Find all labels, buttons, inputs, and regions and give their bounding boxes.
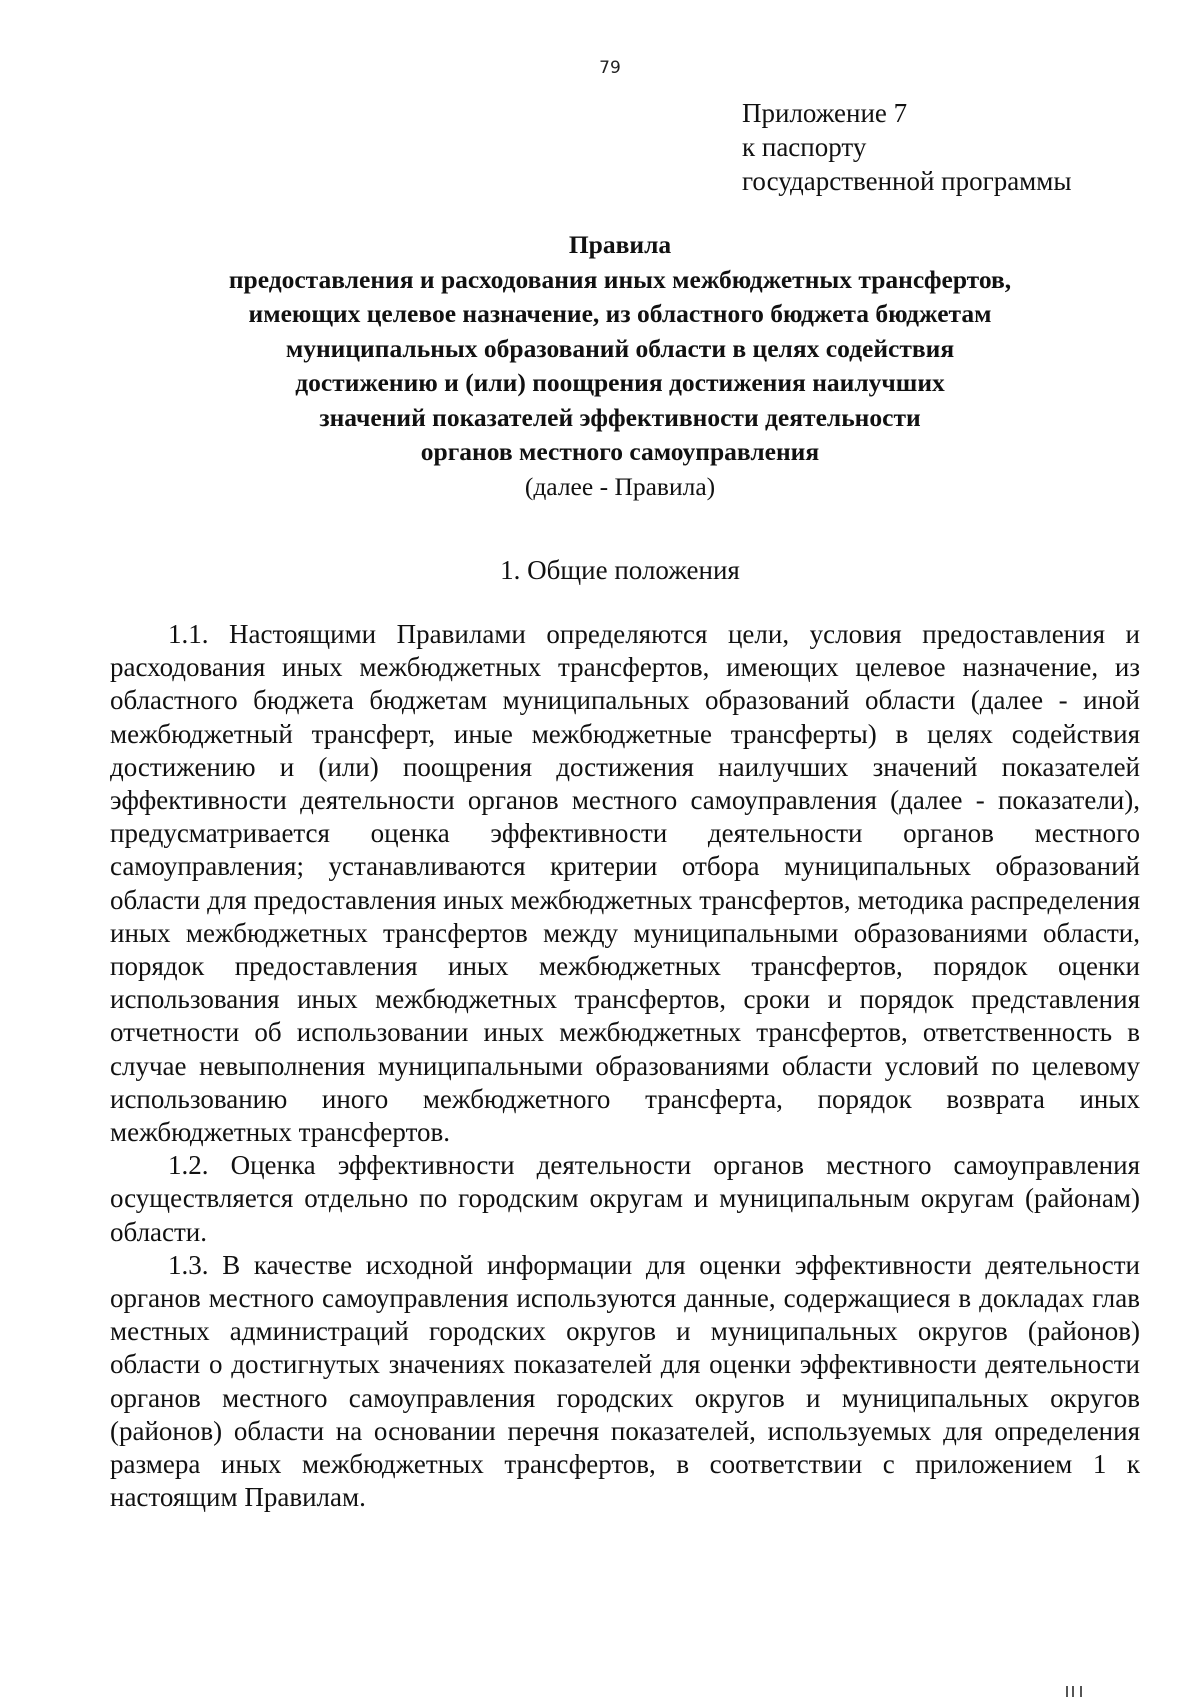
title-line: достижению и (или) поощрения достижения наилучших [295,368,945,397]
document-title [100,228,1140,504]
title-line: значений показателей эффективности деятельности [319,402,921,432]
appendix-line: к паспорту [742,132,867,162]
title-line: органов местного самоуправления [420,437,820,466]
title-abbreviation: (далее - Правила) [524,471,716,501]
page-number: 79 [599,58,621,78]
title-line: Правила [568,230,672,259]
paragraph-1-1: 1.1. Настоящими Правилами определяются цели, условия предоставления и расходования иных межбюджетных трансфертов, имеющих целевое назначение, из областного бюджета бюджетам муниципальных образований области (далее - иной межбюджетный трансферт, иные межбюджетные трансферты) в целях содействия достижению и (или) поощрения достижения наилучших значений показателей эффективности деятельности органов местного самоуправления (далее - показатели), предусматривается оценка эффективности деятельности органов местного самоуправления; устанавливаются критерии отбора муниципальных образований области для предоставления иных межбюджетных трансфертов, методика распределения иных межбюджетных трансфертов между муниципальными образованиями области, порядок предоставления иных межбюджетных трансфертов, порядок оценки использования иных межбюджетных трансфертов, сроки и порядок представления отчетности об использовании иных межбюджетных трансфертов, ответственность в случае невыполнения муниципальными образованиями области условий по целевому использованию иного межбюджетного трансферта, порядок возврата иных межбюджетных трансфертов. [110,619,1140,1148]
appendix-note [742,96,1072,198]
title-line: предоставления и расходования иных межбюджетных трансфертов, [228,264,1012,294]
appendix-line: Приложение 7 [742,98,908,128]
appendix-line: государственной программы [742,166,1072,196]
paragraph-1-3: 1.3. В качестве исходной информации для оценки эффективности деятельности органов местного самоуправления используются данные, содержащиеся в докладах глав местных администраций городских округов и муниципальных округов (районов) области о достигнутых значениях показателей для оценки эффективности деятельности органов местного самоуправления городских округов и муниципальных округов (районов) области на основании перечня показателей, используемых для определения размера иных межбюджетных трансфертов, в соответствии с приложением 1 к настоящим Правилам. [110,1249,1140,1513]
scan-corner-mark [1066,1682,1090,1697]
paragraph-1-2: 1.2. Оценка эффективности деятельности органов местного самоуправления осуществляется отдельно по городским округам и муниципальным округам (районам) области. [110,1150,1140,1247]
title-line: муниципальных образований области в целях содействия [285,333,955,363]
section-heading: 1. Общие положения [500,555,740,585]
section-body [110,618,1140,1514]
title-line: имеющих целевое назначение, из областного бюджета бюджетам [248,299,992,328]
